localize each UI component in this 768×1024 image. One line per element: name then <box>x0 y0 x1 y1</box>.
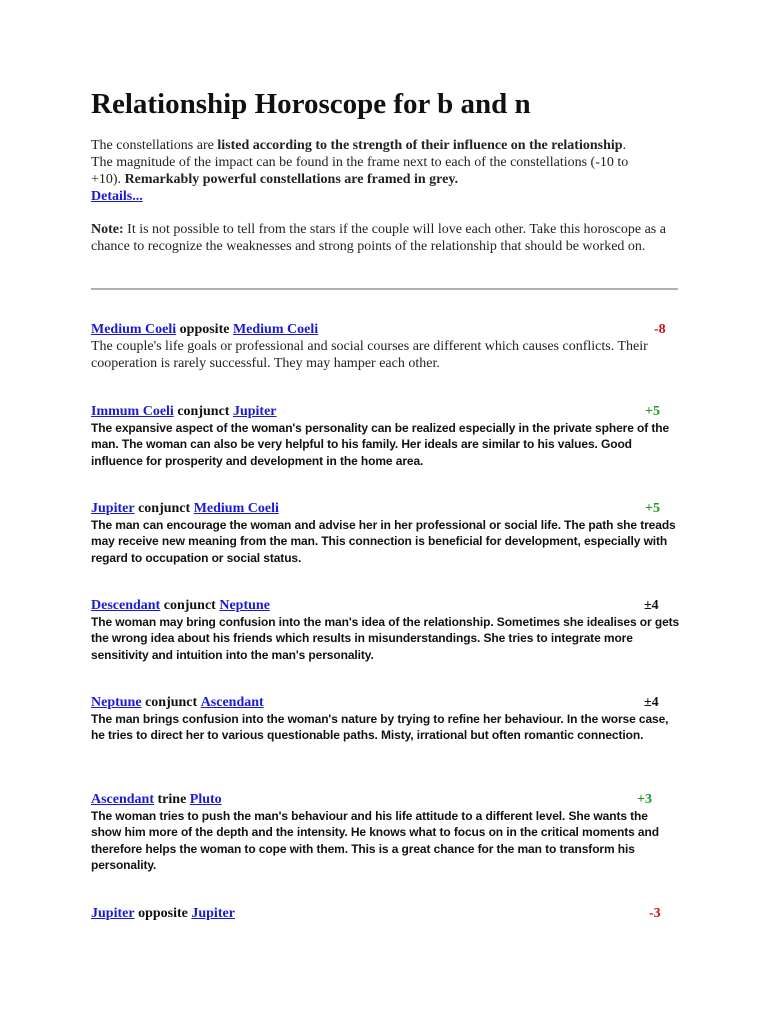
aspect-label: opposite <box>138 906 188 921</box>
planet-link[interactable]: Neptune <box>91 695 142 710</box>
note-paragraph <box>91 221 681 255</box>
aspect-label: opposite <box>179 322 230 337</box>
intro-text-2: . The magnitude of the impact can be found in the frame next to each of the constellations (-10 to +10). <box>91 138 629 187</box>
planet-link[interactable]: Neptune <box>219 598 270 613</box>
entry-header <box>91 597 681 614</box>
entry-header <box>91 500 681 517</box>
entry-description: The man brings confusion into the woman's nature by trying to refine her behaviour. In the worse case, he tries to direct her to various questionable paths. Misty, irrational but often romantic connection. <box>91 712 669 743</box>
impact-score: ±4 <box>644 598 659 613</box>
note-label: Note: <box>91 222 124 237</box>
aspect-label: conjunct <box>177 404 230 419</box>
entry-description: The man can encourage the woman and advise her in her professional or social life. The path she treads may receive new meaning from the man. This connection is beneficial for development, especially with regard to occupation or social status. <box>91 518 676 565</box>
entry-header <box>91 321 681 338</box>
aspect-label: conjunct <box>145 695 198 710</box>
constellation-entry <box>91 694 681 744</box>
impact-score: ±4 <box>644 695 659 710</box>
constellation-entry <box>91 905 681 922</box>
entry-description: The expansive aspect of the woman's personality can be realized especially in the private sphere of the man. The woman can also be very helpful to his family. Her ideals are similar to his values. Good influence for prosperity and development in the home area. <box>91 421 670 468</box>
planet-link[interactable]: Ascendant <box>200 695 264 710</box>
entry-header <box>91 791 681 808</box>
planet-link[interactable]: Medium Coeli <box>193 501 279 516</box>
aspect-label: conjunct <box>163 598 216 613</box>
planet-link[interactable]: Descendant <box>91 598 161 613</box>
entry-header <box>91 694 681 711</box>
entry-description: The woman may bring confusion into the man's idea of the relationship. Sometimes she idealises or gets the wrong idea about his friends which results in misunderstandings. She tries to integrate more sensitivity and intuition into the man's personality. <box>91 615 680 662</box>
planet-link[interactable]: Jupiter <box>91 501 135 516</box>
planet-link[interactable]: Jupiter <box>191 906 235 921</box>
constellation-entry <box>91 597 681 663</box>
impact-score: -8 <box>654 322 666 337</box>
entry-description: The woman tries to push the man's behaviour and his life attitude to a different level. She wants the show him more of the depth and the intensity. He knows what to focus on in the critical moments and therefore helps the woman to cope with them. This is a great chance for the man to transform his personality. <box>91 809 659 872</box>
aspect-label: trine <box>157 792 187 807</box>
planet-link[interactable]: Ascendant <box>91 792 155 807</box>
planet-link[interactable]: Immum Coeli <box>91 404 174 419</box>
planet-link[interactable]: Pluto <box>189 792 222 807</box>
constellation-entry <box>91 500 681 566</box>
intro-text-1: The constellations are <box>91 138 218 153</box>
impact-score: +3 <box>637 792 652 807</box>
page-title: Relationship Horoscope for b and n <box>91 88 531 120</box>
constellation-entry <box>91 321 681 372</box>
planet-link[interactable]: Medium Coeli <box>91 322 177 337</box>
constellation-entry <box>91 403 681 469</box>
planet-link[interactable]: Jupiter <box>232 404 277 419</box>
impact-score: +5 <box>645 404 660 419</box>
entry-header <box>91 905 681 922</box>
intro-paragraph <box>91 137 651 205</box>
divider <box>91 288 678 290</box>
entry-header <box>91 403 681 420</box>
note-text: It is not possible to tell from the stars if the couple will love each other. Take this horoscope as a chance to recognize the weaknesses and strong points of the relationship that should be worked on. <box>91 222 666 254</box>
entry-description: The couple's life goals or professional and social courses are different which causes conflicts. Their cooperation is rarely successful. They may hamper each other. <box>91 339 648 371</box>
intro-bold-2: Remarkably powerful constellations are framed in grey. <box>124 172 459 187</box>
planet-link[interactable]: Medium Coeli <box>232 322 319 337</box>
intro-bold-1: listed according to the strength of their influence on the relationship <box>217 138 623 153</box>
details-link[interactable]: Details... <box>91 189 143 204</box>
constellation-entry <box>91 791 681 873</box>
aspect-label: conjunct <box>138 501 191 516</box>
impact-score: +5 <box>645 501 660 516</box>
impact-score: -3 <box>649 906 661 921</box>
planet-link[interactable]: Jupiter <box>91 906 135 921</box>
